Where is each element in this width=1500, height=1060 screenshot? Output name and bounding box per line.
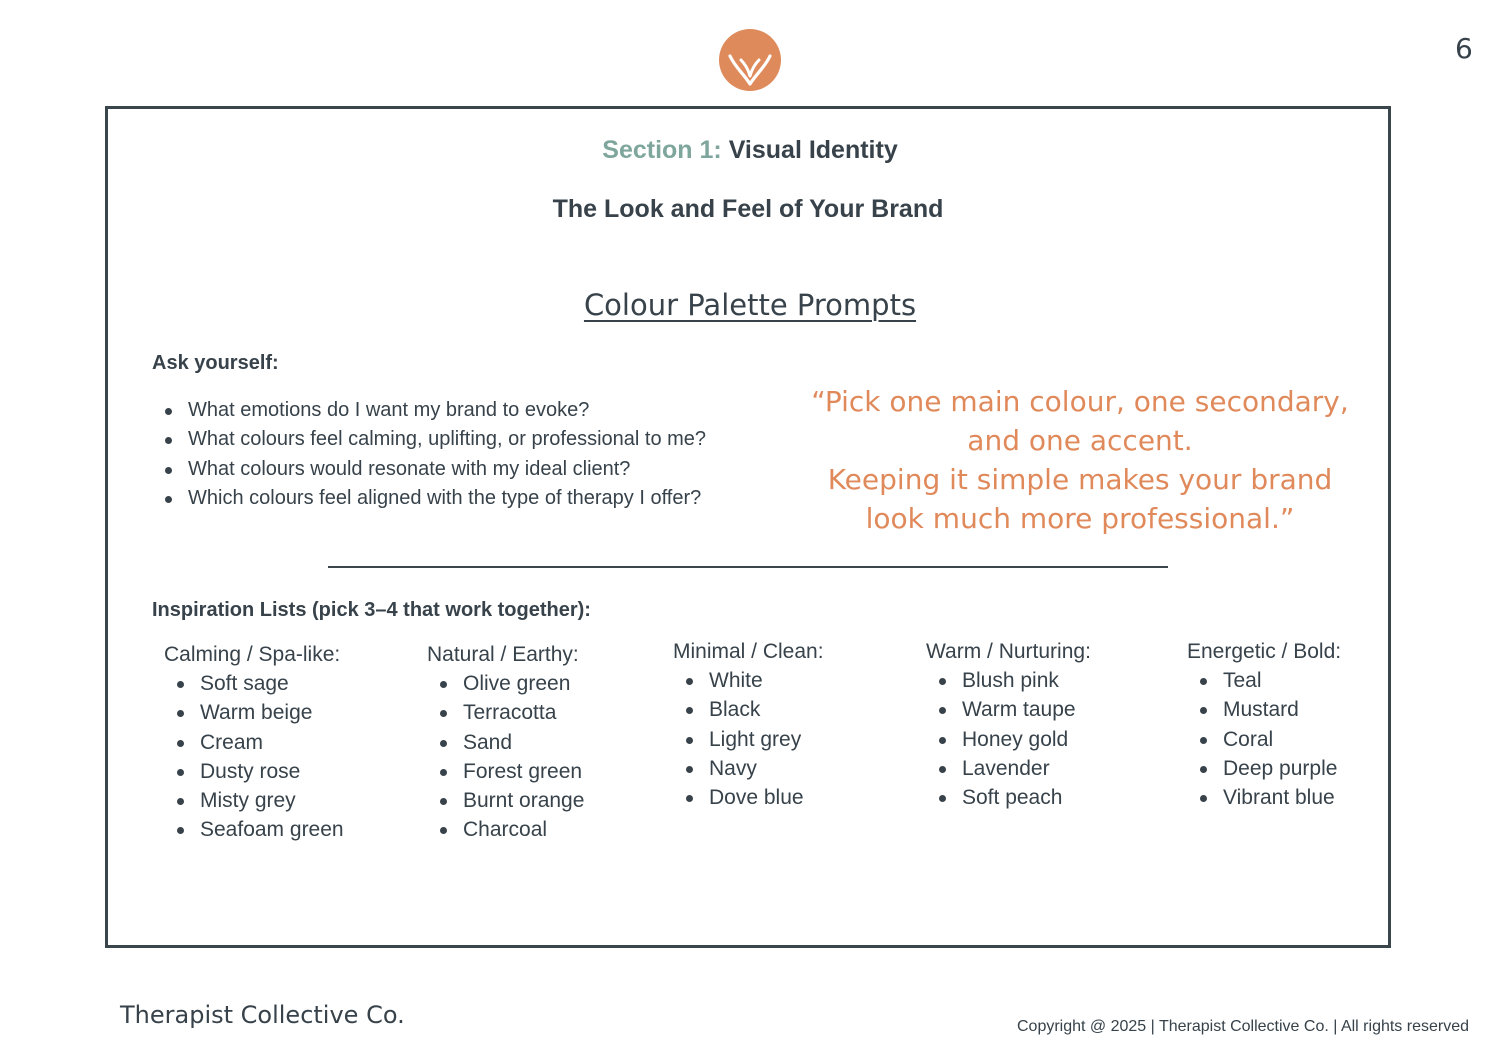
quote-line: look much more professional.”	[865, 502, 1295, 535]
list-item: Lavender	[936, 754, 1091, 783]
list-item: Cream	[174, 728, 344, 757]
logo-icon	[719, 29, 781, 91]
ask-yourself-label: Ask yourself:	[152, 352, 279, 374]
category-energetic	[1187, 637, 1341, 812]
footer-copyright: Copyright @ 2025 | Therapist Collective Co. | All rights reserved	[1016, 1018, 1469, 1035]
category-minimal	[673, 637, 824, 812]
category-title: Natural / Earthy:	[427, 643, 579, 666]
list-item: Navy	[683, 754, 824, 783]
list-item: Terracotta	[437, 698, 584, 727]
list-item: Honey gold	[936, 725, 1091, 754]
list-item: Blush pink	[936, 666, 1091, 695]
list-item: Warm taupe	[936, 695, 1091, 724]
colour-list	[437, 669, 584, 845]
category-calming	[164, 640, 344, 845]
quote-line: and one accent.	[967, 424, 1193, 457]
list-item: White	[683, 666, 824, 695]
quote-line: Keeping it simple makes your brand	[827, 463, 1333, 496]
quote-line: “Pick one main colour, one secondary,	[811, 385, 1349, 418]
pull-quote	[790, 382, 1370, 538]
list-item: What colours would resonate with my ideal client?	[162, 455, 782, 484]
colour-list	[1197, 666, 1341, 812]
divider	[328, 566, 1168, 568]
prompts-title-text: Colour Palette Prompts	[583, 288, 917, 322]
list-item: What emotions do I want my brand to evoke?	[162, 396, 782, 425]
list-item: Warm beige	[174, 698, 344, 727]
footer-brand: Therapist Collective Co.	[120, 1001, 405, 1029]
list-item: Sand	[437, 728, 584, 757]
colour-list	[683, 666, 824, 812]
list-item: Black	[683, 695, 824, 724]
category-natural	[427, 640, 584, 845]
list-item: Vibrant blue	[1197, 783, 1341, 812]
list-item: Soft sage	[174, 669, 344, 698]
inspiration-label: Inspiration Lists (pick 3–4 that work together):	[152, 599, 591, 621]
page-number: 6	[1455, 32, 1473, 65]
list-item: Charcoal	[437, 815, 584, 844]
prompts-title	[0, 288, 1500, 322]
section-heading	[0, 136, 1500, 165]
section-subtitle: The Look and Feel of Your Brand	[552, 195, 944, 223]
list-item: Soft peach	[936, 783, 1091, 812]
list-item: What colours feel calming, uplifting, or professional to me?	[162, 425, 782, 454]
list-item: Deep purple	[1197, 754, 1341, 783]
list-item: Dove blue	[683, 783, 824, 812]
list-item: Mustard	[1197, 695, 1341, 724]
list-item: Dusty rose	[174, 757, 344, 786]
list-item: Which colours feel aligned with the type of therapy I offer?	[162, 484, 782, 513]
category-title: Energetic / Bold:	[1187, 640, 1342, 663]
category-title: Calming / Spa-like:	[164, 643, 341, 666]
list-item: Teal	[1197, 666, 1341, 695]
list-item: Seafoam green	[174, 815, 344, 844]
list-item: Light grey	[683, 725, 824, 754]
list-item: Burnt orange	[437, 786, 584, 815]
list-item: Misty grey	[174, 786, 344, 815]
section-label: Section 1:	[602, 136, 722, 164]
colour-list	[936, 666, 1091, 812]
question-list	[162, 396, 782, 513]
colour-list	[174, 669, 344, 845]
section-title: Visual Identity	[728, 136, 898, 164]
list-item: Olive green	[437, 669, 584, 698]
category-warm	[926, 637, 1091, 812]
category-title: Minimal / Clean:	[673, 640, 824, 663]
list-item: Coral	[1197, 725, 1341, 754]
category-title: Warm / Nurturing:	[926, 640, 1091, 663]
list-item: Forest green	[437, 757, 584, 786]
